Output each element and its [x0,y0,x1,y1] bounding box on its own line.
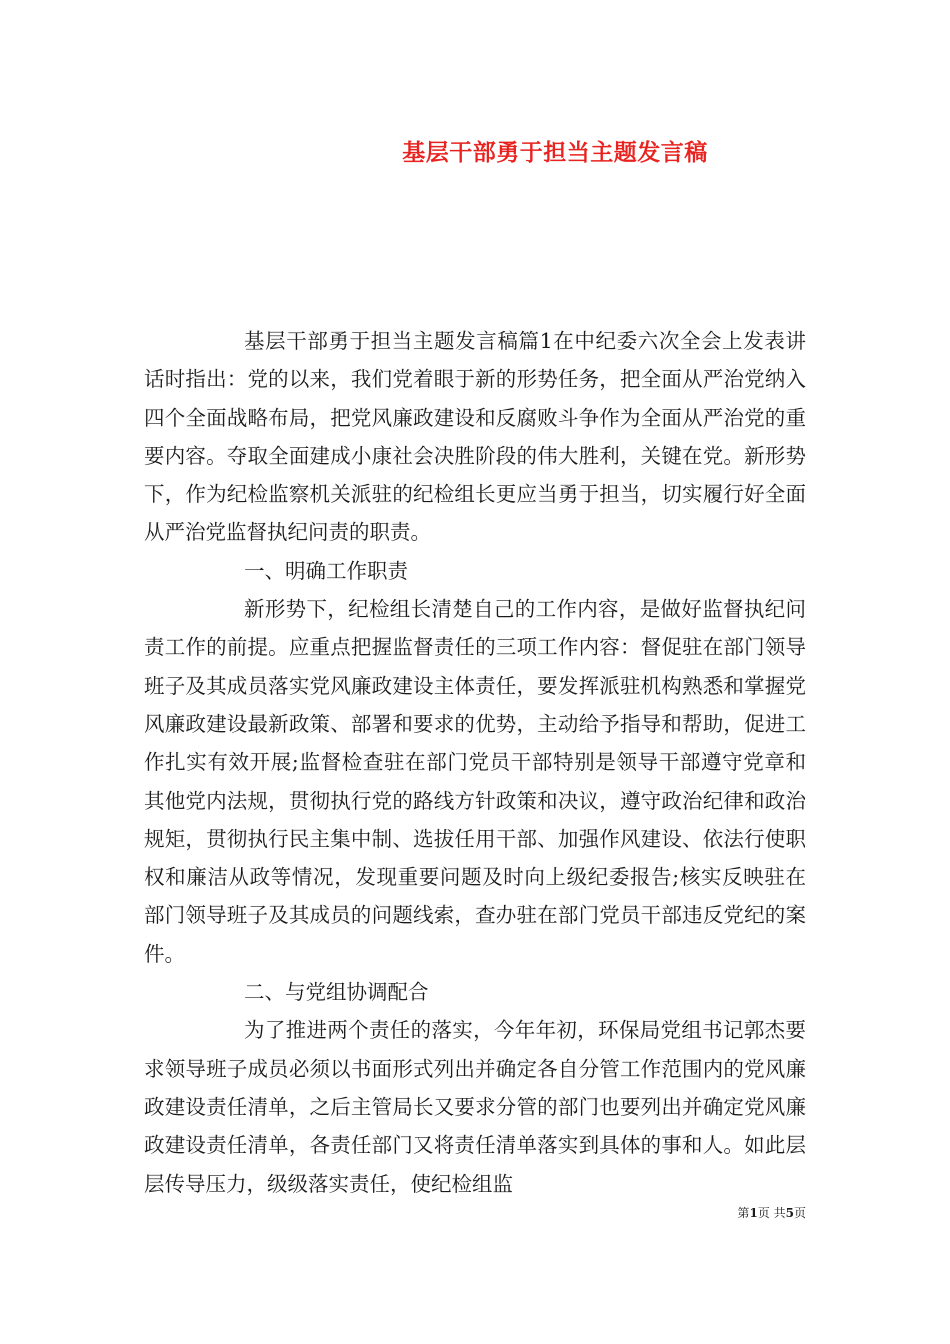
footer-total-pages: 5 [785,1206,794,1220]
section-2-paragraph: 为了推进两个责任的落实，今年年初，环保局党组书记郭杰要求领导班子成员必须以书面形式列出并确定各自分管工作范围内的党风廉政建设责任清单，之后主管局长又要求分管的部门也要列出并确定党风廉政建设责任清单，各责任部门又将责任清单落实到具体的事和人。如此层层传导压力，级级落实责任，使纪检组监 [144,1018,806,1196]
intro-paragraph: 基层干部勇于担当主题发言稿篇1在中纪委六次全会上发表讲话时指出：党的以来，我们党着眼于新的形势任务，把全面从严治党纳入四个全面战略布局，把党风廉政建设和反腐败斗争作为全面从严治党的重要内容。夺取全面建成小康社会决胜阶段的伟大胜利，关键在党。新形势下，作为纪检监察机关派驻的纪检组长更应当勇于担当，切实履行好全面从严治党监督执纪问责的职责。 [144,329,806,545]
footer-current-page: 1 [749,1206,758,1220]
section-1-paragraph: 新形势下，纪检组长清楚自己的工作内容，是做好监督执纪问责工作的前提。应重点把握监督责任的三项工作内容：督促驻在部门领导班子及其成员落实党风廉政建设主体责任，要发挥派驻机构熟悉和掌握党风廉政建设最新政策、部署和要求的优势，主动给予指导和帮助，促进工作扎实有效开展;监督检查驻在部门党员干部特别是领导干部遵守党章和其他党内法规，贯彻执行党的路线方针政策和决议，遵守政治纪律和政治规矩，贯彻执行民主集中制、选拔任用干部、加强作风建设、依法行使职权和廉洁从政等情况，发现重要问题及时向上级纪委报告;核实反映驻在部门领导班子及其成员的问题线索，查办驻在部门党员干部违反党纪的案件。 [144,597,806,966]
footer-middle: 页 共 [757,1206,786,1220]
document-title: 基层干部勇于担当主题发言稿 [402,139,708,166]
page-footer [0,1204,806,1221]
footer-suffix: 页 [793,1206,806,1220]
footer-prefix: 第 [737,1206,750,1220]
document-body [144,322,806,1203]
section-heading-2: 二、与党组协调配合 [244,980,429,1005]
section-heading-1: 一、明确工作职责 [244,558,408,583]
